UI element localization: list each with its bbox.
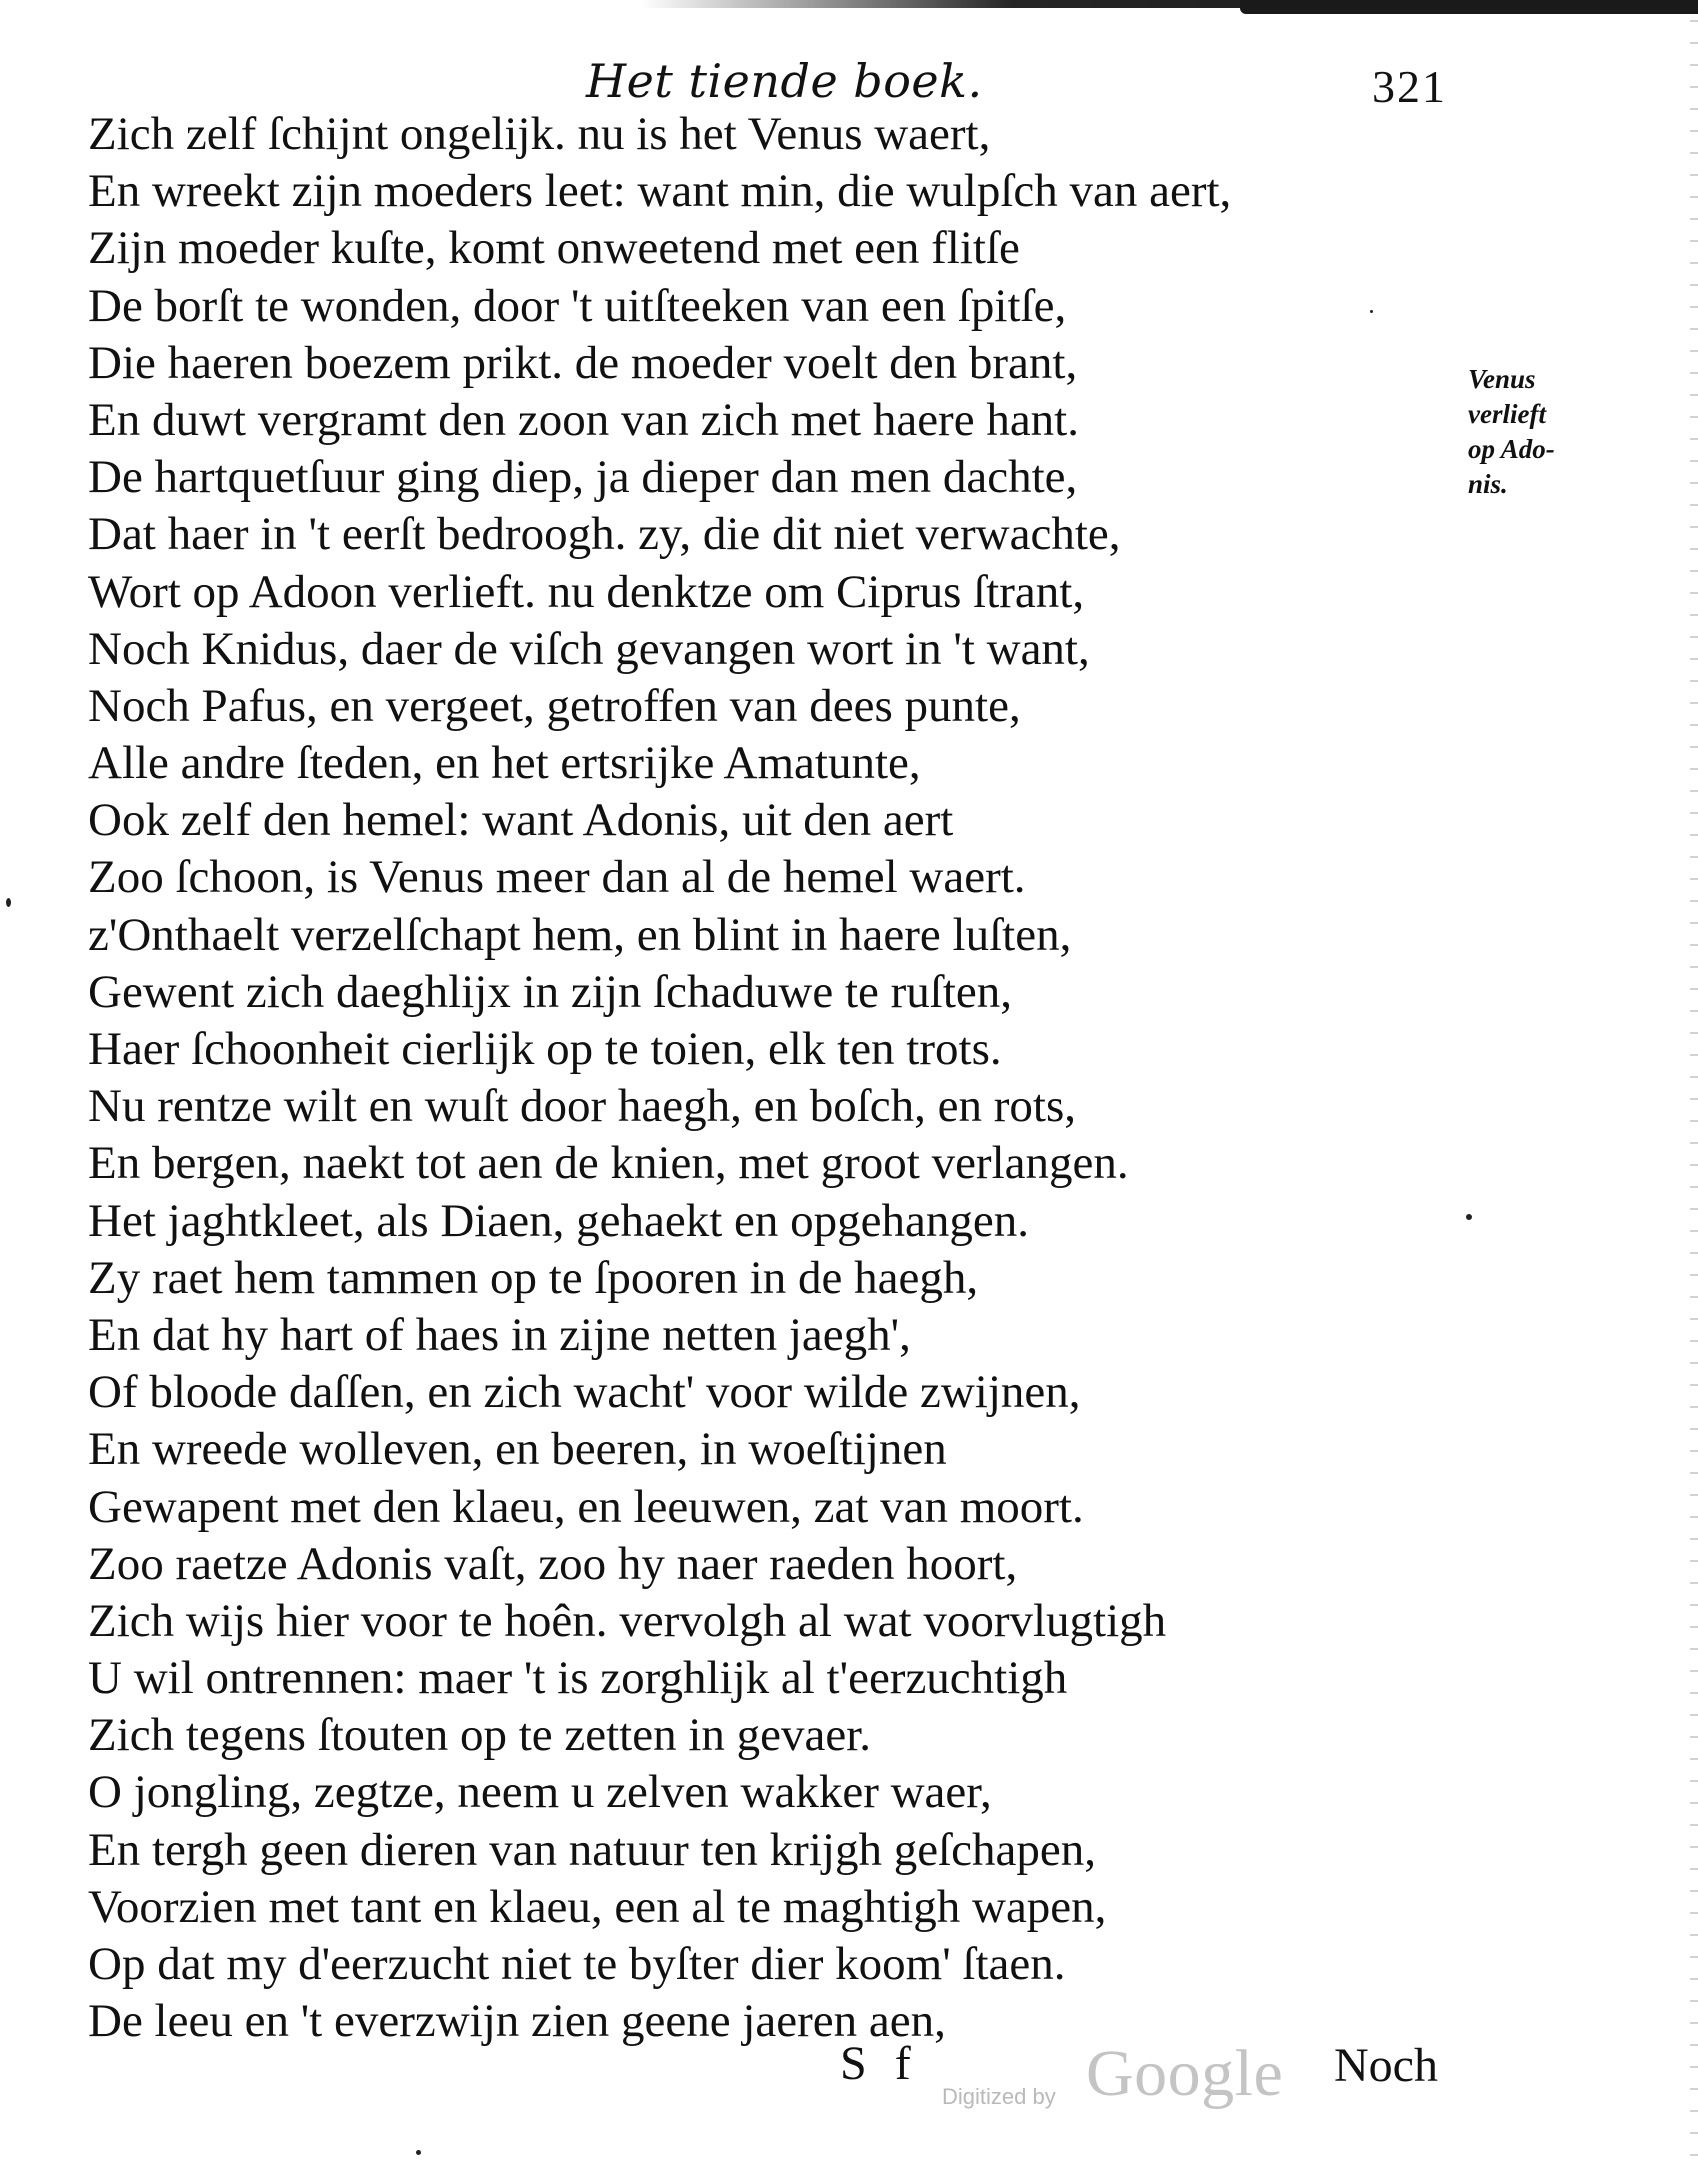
verse-line: De borſt te wonden, door 't uitſteeken van een ſpitſe, [88, 279, 1067, 332]
marginal-note [1468, 362, 1598, 502]
scan-speck [416, 2150, 421, 2155]
scan-right-edge [1690, 0, 1698, 2170]
verse-line: U wil ontrennen: maer 't is zorghlijk al t'eerzuchtigh [88, 1652, 1068, 1705]
verse-line: Of bloode daſſen, en zich wacht' voor wilde zwijnen, [88, 1366, 1081, 1419]
verse-line: Het jaghtkleet, als Diaen, gehaekt en opgehangen. [88, 1194, 1029, 1247]
verse-line: Zich wijs hier voor te hoên. vervolgh al wat voorvlugtigh [88, 1594, 1167, 1647]
verse-line: Zich tegens ſtouten op te zetten in gevaer. [88, 1709, 872, 1762]
verse-line: En wreekt zijn moeders leet: want min, die wulpſch van aert, [88, 165, 1232, 218]
verse-line: Noch Pafus, en vergeet, getroffen van dees punte, [88, 679, 1021, 732]
marginal-note-line: nis. [1468, 469, 1508, 499]
google-watermark-logo: Google [1086, 2037, 1284, 2110]
verse-line: Die haeren boezem prikt. de moeder voelt den brant, [88, 336, 1078, 389]
marginal-note-line: Venus [1468, 364, 1536, 394]
verse-line: Gewapent met den klaeu, en leeuwen, zat van moort. [88, 1480, 1084, 1533]
verse-line: Zoo ſchoon, is Venus meer dan al de hemel waert. [88, 851, 1026, 904]
verse-line: En dat hy hart of haes in zijne netten jaegh', [88, 1308, 911, 1361]
verse-line: En wreede wolleven, en beeren, in woeſtijnen [88, 1423, 947, 1476]
verse-line: Dat haer in 't eerſt bedroogh. zy, die dit niet verwachte, [88, 508, 1121, 561]
verse-line: Voorzien met tant en klaeu, een al te maghtigh wapen, [88, 1880, 1107, 1933]
signature-mark: S f [840, 2037, 919, 2090]
verse-line: Zoo raetze Adonis vaſt, zoo hy naer raeden hoort, [88, 1537, 1018, 1590]
verse-line: Zy raet hem tammen op te ſpooren in de haegh, [88, 1251, 979, 1304]
verse-line: En duwt vergramt den zoon van zich met haere hant. [88, 393, 1079, 446]
catchword: Noch [1334, 2039, 1438, 2092]
verse-line: Haer ſchoonheit cierlijk op te toien, elk ten trots. [88, 1023, 1002, 1075]
verse-line: Ook zelf den hemel: want Adonis, uit den aert [88, 794, 954, 847]
verse-line: Nu rentze wilt en wuſt door haegh, en boſch, en rots, [88, 1080, 1077, 1133]
digitized-by-label: Digitized by [942, 2084, 1056, 2109]
verse-line: Op dat my d'eerzucht niet te byſter dier koom' ſtaen. [88, 1938, 1066, 1990]
verse-line: Gewent zich daeghlijx in zijn ſchaduwe te ruſten, [88, 965, 1013, 1018]
verse-block [88, 106, 1448, 2050]
scan-speck [1370, 310, 1373, 313]
running-head: Het tiende boek. [586, 54, 983, 108]
verse-line: De leeu en 't everzwijn zien geene jaeren aen, [88, 1995, 946, 2048]
scan-speck [1466, 1214, 1472, 1220]
scan-edge-corner [1240, 0, 1698, 14]
verse-line: En tergh geen dieren van natuur ten krijgh geſchapen, [88, 1823, 1096, 1876]
verse-line: z'Onthaelt verzelſchapt hem, en blint in haere luſten, [88, 908, 1072, 961]
verse-line: De hartquetſuur ging diep, ja dieper dan men dachte, [88, 451, 1078, 504]
verse-line: O jongling, zegtze, neem u zelven wakker waer, [88, 1766, 992, 1819]
verse-line: Wort op Adoon verlieft. nu denktze om Ciprus ſtrant, [88, 565, 1085, 618]
marginal-note-line: op Ado- [1468, 434, 1555, 464]
verse-line: Zijn moeder kuſte, komt onweetend met een flitſe [88, 222, 1020, 275]
scan-speck [6, 898, 11, 907]
marginal-note-line: verlieft [1468, 399, 1546, 429]
page-number: 321 [1372, 61, 1447, 112]
verse-line: En bergen, naekt tot aen de knien, met groot verlangen. [88, 1137, 1129, 1190]
verse-line: Zich zelf ſchijnt ongelijk. nu is het Venus waert, [88, 108, 991, 160]
verse-line: Noch Knidus, daer de viſch gevangen wort in 't want, [88, 622, 1090, 675]
verse-line: Alle andre ſteden, en het ertsrijke Amatunte, [88, 737, 921, 790]
